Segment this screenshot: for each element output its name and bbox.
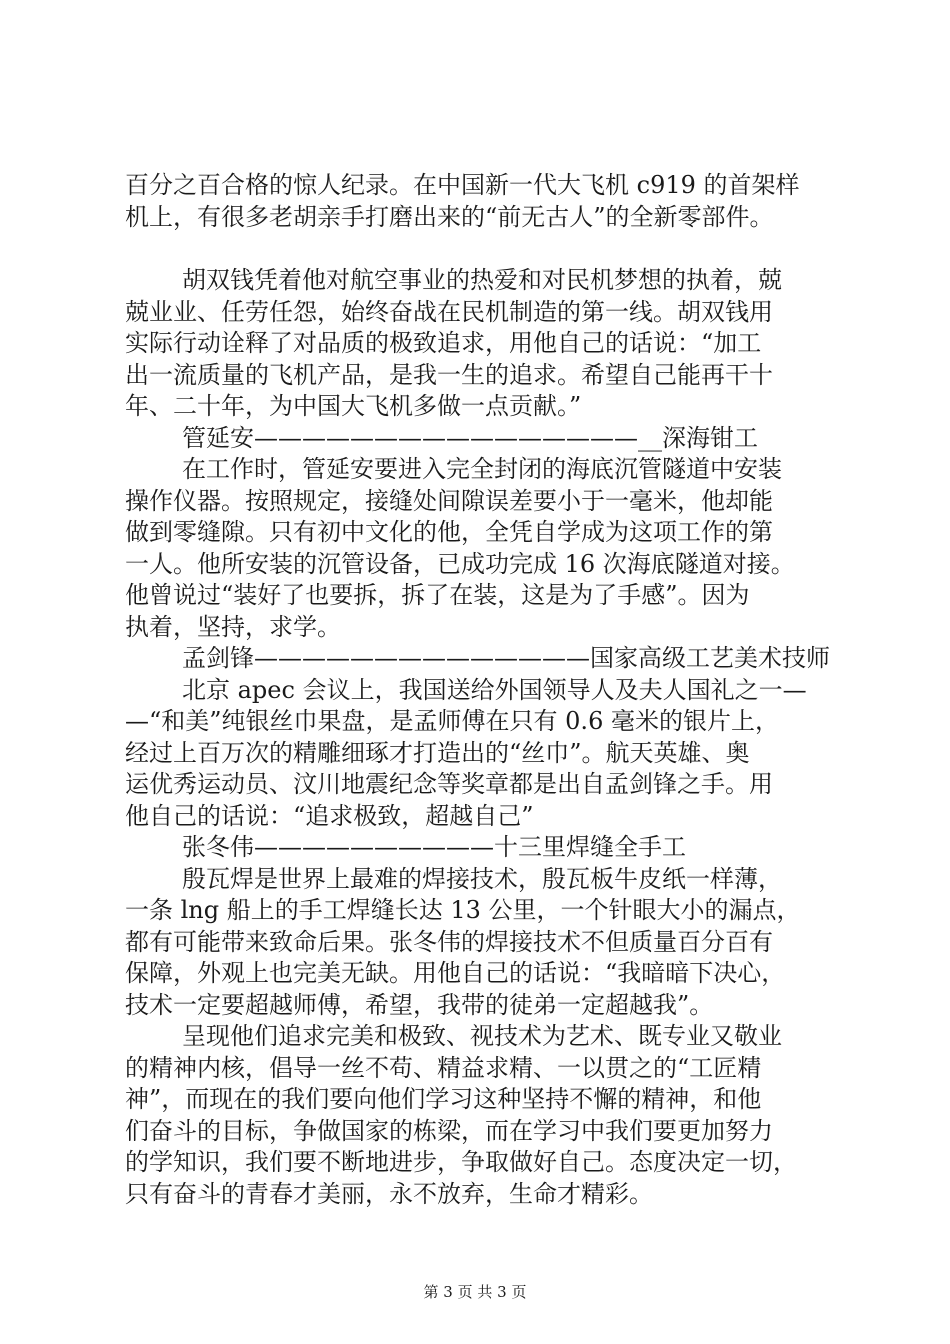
- text-line: 殷瓦焊是世界上最难的焊接技术，殷瓦板牛皮纸一样薄，: [182, 864, 782, 893]
- paragraph-zhang-dongwei: [125, 864, 845, 1022]
- text-line: 他曾说过“装好了也要拆，拆了在装，这是为了手感”。因为: [125, 581, 750, 609]
- text-line: 神”，而现在的我们要向他们学习这种坚持不懈的精神，和他: [125, 1085, 762, 1113]
- document-body: [125, 170, 845, 1210]
- text-line: 们奋斗的目标，争做国家的栋梁，而在学习中我们要更加努力: [125, 1116, 773, 1145]
- text-line: 运优秀运动员、汶川地震纪念等奖章都是出自孟剑锋之手。用: [125, 770, 773, 798]
- section-heading-zhang-dongwei: 张冬伟——————————十三里焊缝全手工: [182, 833, 686, 861]
- text-line: 的学知识，我们要不断地进步，争取做好自己。态度决定一切，: [125, 1148, 797, 1176]
- text-line: 出一流质量的飞机产品，是我一生的追求。希望自己能再干十: [125, 360, 773, 389]
- paragraph-guan-yanan: [125, 454, 845, 643]
- text-line: 都有可能带来致命后果。张冬伟的焊接技术不但质量百分百有: [125, 927, 773, 956]
- text-line: 一条 lng 船上的手工焊缝长达 13 公里，一个针眼大小的漏点，: [125, 896, 801, 924]
- paragraph-meng-jianfeng: [125, 675, 845, 833]
- page-footer: 第 3 页 共 3 页: [423, 1283, 527, 1301]
- text-line: 他自己的话说：“追求极致，超越自己”: [125, 801, 534, 830]
- text-line: 技术一定要超越师傅，希望，我带的徒弟一定超越我”。: [125, 990, 714, 1019]
- paragraph-gap: [125, 233, 845, 265]
- section-heading-guan-yanan: 管延安————————————————__深海钳工: [182, 423, 758, 452]
- text-line: 呈现他们追求完美和极致、视技术为艺术、既专业又敬业: [182, 1022, 782, 1050]
- text-line: 执着，坚持，求学。: [125, 612, 341, 641]
- text-line: 年、二十年，为中国大飞机多做一点贡献。”: [125, 392, 582, 420]
- text-line: 经过上百万次的精雕细琢才打造出的“丝巾”。航天英雄、奥: [125, 738, 750, 767]
- paragraph-continuation: [125, 170, 845, 233]
- text-line: —“和美”纯银丝巾果盘，是孟师傅在只有 0.6 毫米的银片上，: [125, 707, 779, 735]
- text-line: 操作仪器。按照规定，接缝处间隙误差要小于一毫米，他却能: [125, 486, 773, 515]
- text-line: 兢业业、任劳任怨，始终奋战在民机制造的第一线。胡双钱用: [125, 297, 773, 326]
- text-line: 在工作时，管延安要进入完全封闭的海底沉管隧道中安装: [182, 455, 782, 483]
- text-line: 胡双钱凭着他对航空事业的热爱和对民机梦想的执着，兢: [182, 266, 782, 294]
- paragraph-conclusion: [125, 1021, 845, 1210]
- text-line: 机上，有很多老胡亲手打磨出来的“前无古人”的全新零部件。: [125, 202, 774, 231]
- text-line: 做到零缝隙。只有初中文化的他，全凭自学成为这项工作的第: [125, 518, 773, 546]
- text-line: 北京 apec 会议上，我国送给外国领导人及夫人国礼之一—: [182, 675, 807, 704]
- paragraph-hu-shuangqian: [125, 265, 845, 423]
- text-line: 百分之百合格的惊人纪录。在中国新一代大飞机 c919 的首架样: [125, 171, 800, 199]
- text-line: 实际行动诠释了对品质的极致追求，用他自己的话说：“加工: [125, 329, 762, 357]
- text-line: 一人。他所安装的沉管设备，已成功完成 16 次海底隧道对接。: [125, 549, 795, 578]
- text-line: 保障，外观上也完美无缺。用他自己的话说：“我暗暗下决心，: [125, 959, 786, 987]
- text-line: 的精神内核，倡导一丝不苟、精益求精、一以贯之的“工匠精: [125, 1053, 762, 1082]
- section-heading-meng-jianfeng: 孟剑锋——————————————国家高级工艺美术技师: [182, 644, 830, 672]
- text-line: 只有奋斗的青春才美丽，永不放弃，生命才精彩。: [125, 1179, 653, 1208]
